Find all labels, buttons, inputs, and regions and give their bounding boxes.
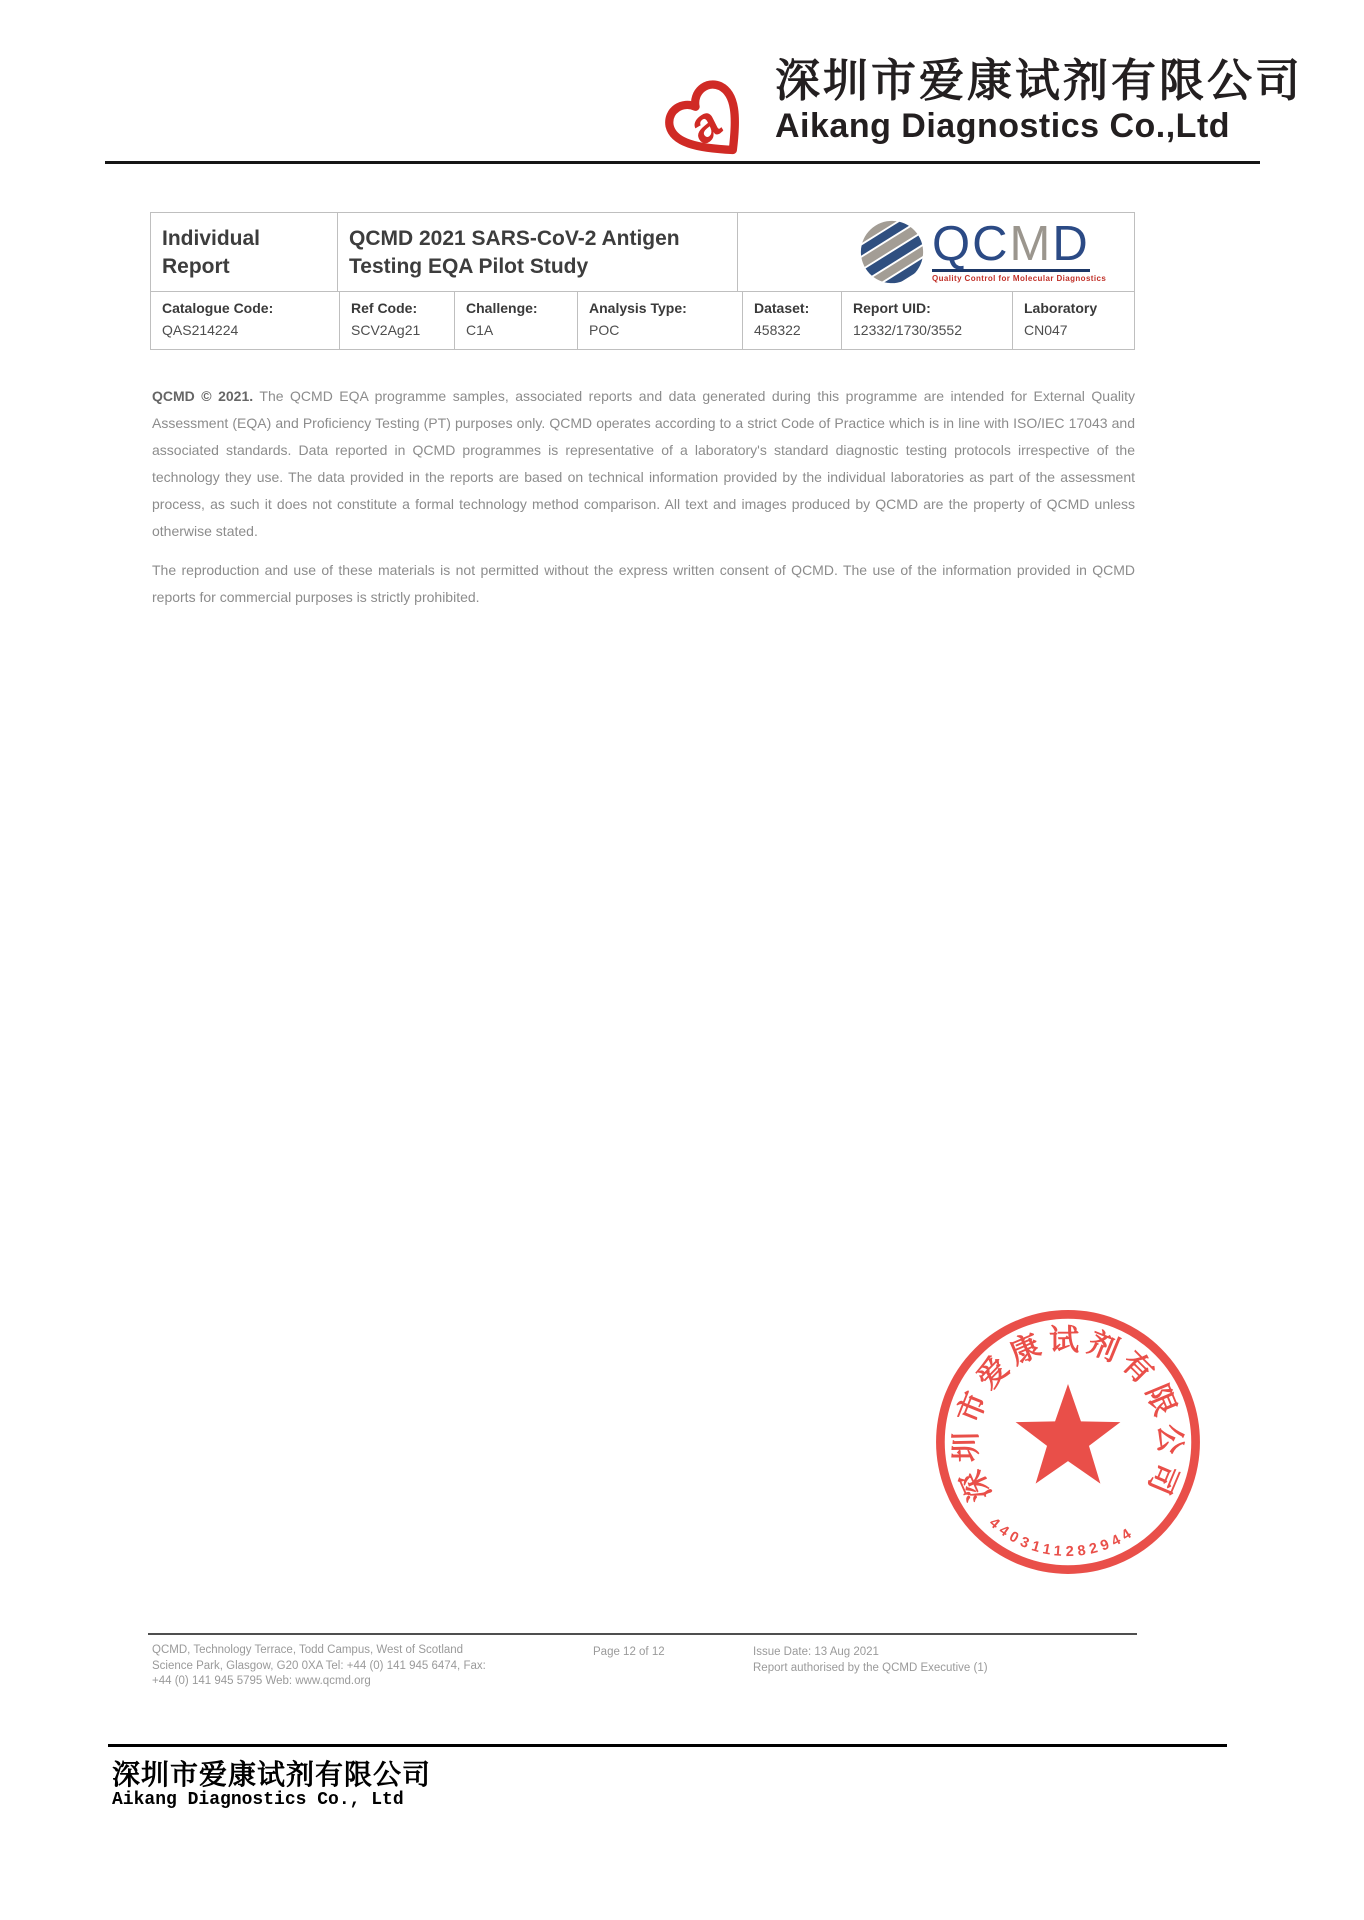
field-challenge	[455, 292, 578, 349]
bottom-divider-line	[108, 1744, 1227, 1747]
seal-star-icon	[1016, 1384, 1121, 1484]
disclaimer-section	[152, 383, 1135, 611]
brand-text-block	[775, 55, 1303, 143]
disclaimer-body: The QCMD EQA programme samples, associated reports and data generated during this programme are intended for External Quality Assessment (EQA) and Proficiency Testing (PT) purposes only. QCMD operates according to a strict Code of Practice which is in line with ISO/IEC 17043 and associated standards. Data reported in QCMD programmes is representative of a laboratory's standard diagnostic testing protocols irrespective of the technology they use. The data provided in the reports are based on technical information provided by the individual laboratories as part of the assessment process, as such it does not constitute a formal technology method comparison. All text and images produced by QCMD are the property of QCMD unless otherwise stated.	[152, 388, 1135, 539]
qcmd-letters-qc: QC	[932, 217, 1010, 272]
disclaimer-lead: QCMD © 2021.	[152, 388, 254, 404]
field-value: 458322	[754, 321, 801, 338]
field-label: Challenge:	[466, 300, 538, 316]
svg-text:a: a	[677, 96, 732, 155]
field-label: Ref Code:	[351, 300, 418, 316]
field-catalogue-code	[151, 292, 340, 349]
footer-issue-block	[753, 1645, 988, 1676]
qcmd-wordmark	[932, 217, 1090, 272]
header-divider-line	[105, 161, 1260, 164]
qcmd-globe-icon	[859, 219, 925, 285]
report-type-cell: Individual Report	[151, 213, 338, 291]
field-value: POC	[589, 321, 620, 338]
footer-divider-line	[148, 1633, 1137, 1635]
qcmd-logo-cell	[853, 213, 1132, 291]
company-seal-stamp	[923, 1297, 1213, 1587]
footer-company-name-cn: 深圳市爱康试剂有限公司	[112, 1760, 432, 1791]
qcmd-letter-m: M	[1009, 217, 1053, 272]
footer-company-name-en: Aikang Diagnostics Co., Ltd	[112, 1790, 404, 1810]
company-name-en: Aikang Diagnostics Co.,Ltd	[775, 106, 1231, 145]
field-label: Catalogue Code:	[162, 300, 274, 316]
field-label: Laboratory	[1024, 300, 1098, 316]
field-ref-code	[340, 292, 455, 349]
field-value: QAS214224	[162, 321, 239, 338]
field-analysis-type	[578, 292, 743, 349]
field-label: Dataset:	[754, 300, 810, 316]
field-laboratory	[1013, 292, 1134, 349]
field-label: Report UID:	[853, 300, 931, 316]
seal-serial-textpath: 4403111282944	[985, 1514, 1138, 1561]
field-report-uid	[842, 292, 1013, 349]
report-header-table	[150, 212, 1135, 350]
report-fields-row	[151, 292, 1134, 349]
disclaimer-paragraph-2: The reproduction and use of these materials is not permitted without the express written consent of QCMD. The use of the information provided in QCMD reports for commercial purposes is strictly prohibited.	[152, 562, 1135, 605]
field-value: SCV2Ag21	[351, 321, 421, 338]
footer-issue-date: Issue Date: 13 Aug 2021	[753, 1646, 879, 1658]
qcmd-letter-d: D	[1052, 217, 1090, 272]
footer-address: QCMD, Technology Terrace, Todd Campus, West of Scotland Science Park, Glasgow, G20 0XA Tel: +44 (0) 141 945 6474, Fax: +44 (0) 141 945 5795 Web: www.qcmd.org	[152, 1644, 486, 1687]
report-header-row	[151, 213, 1134, 292]
field-value: 12332/1730/3552	[853, 321, 962, 338]
seal-company-textpath: 深圳市爱康试剂有限公司	[949, 1324, 1186, 1506]
qcmd-wordmark-block	[932, 217, 1107, 283]
brand-header	[650, 55, 1304, 155]
field-value: C1A	[466, 321, 494, 338]
disclaimer-paragraph-1	[152, 383, 1135, 545]
field-value: CN047	[1024, 321, 1068, 338]
study-title-cell: QCMD 2021 SARS-CoV-2 Antigen Testing EQA Pilot Study	[338, 213, 738, 291]
aikang-heart-logo-icon	[653, 75, 771, 167]
field-label: Analysis Type:	[589, 300, 687, 316]
footer-page-number: Page 12 of 12	[593, 1646, 665, 1658]
footer-authorised: Report authorised by the QCMD Executive (1)	[753, 1661, 988, 1674]
qcmd-tagline: Quality Control for Molecular Diagnostics	[932, 273, 1107, 283]
field-dataset	[743, 292, 842, 349]
company-name-cn: 深圳市爱康试剂有限公司	[775, 55, 1304, 106]
